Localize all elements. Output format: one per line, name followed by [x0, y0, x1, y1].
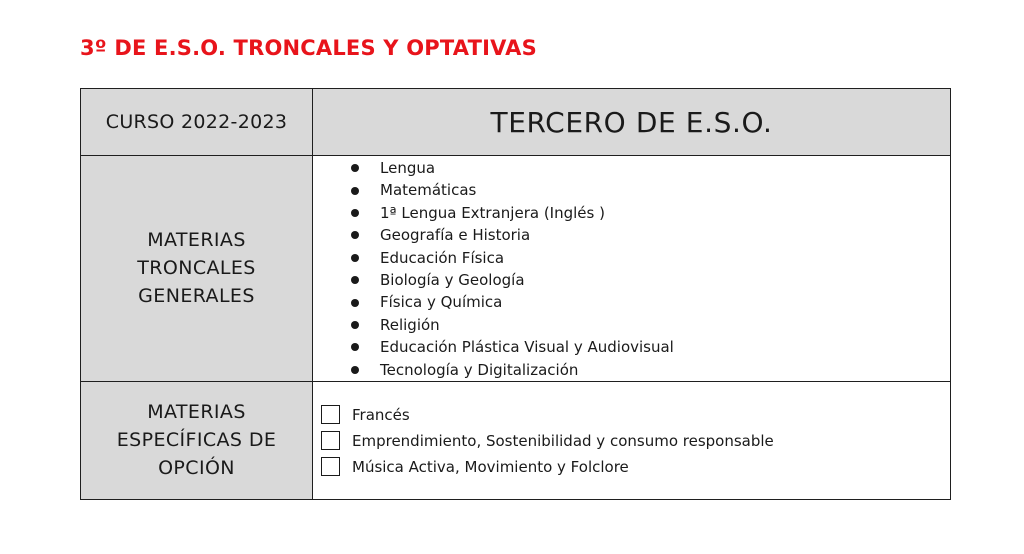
bullet-icon	[351, 164, 359, 172]
bullet-icon	[351, 231, 359, 239]
bullet-icon	[351, 366, 359, 374]
list-item	[351, 224, 950, 246]
option-label: Emprendimiento, Sostenibilidad y consumo responsable	[352, 431, 774, 450]
bullet-icon	[351, 254, 359, 262]
troncales-label-line: MATERIAS	[147, 229, 246, 252]
list-item	[351, 359, 950, 381]
list-item	[351, 291, 950, 313]
subject-label: Lengua	[380, 159, 436, 177]
list-item	[351, 202, 950, 224]
subject-label: 1ª Lengua Extranjera (Inglés )	[380, 203, 605, 222]
troncales-row	[81, 156, 951, 382]
course-title-cell	[313, 89, 951, 156]
option-item	[321, 402, 950, 428]
subject-label: Educación Plástica Visual y Audiovisual	[380, 338, 674, 357]
subject-label: Tecnología y Digitalización	[380, 360, 579, 379]
bullet-icon	[351, 209, 359, 217]
checkbox-icon[interactable]	[321, 431, 340, 450]
checkbox-icon[interactable]	[321, 457, 340, 476]
option-label: Francés	[352, 405, 410, 424]
list-item	[351, 179, 950, 201]
troncales-label-cell	[81, 156, 313, 382]
subjects-table	[80, 88, 951, 500]
checkbox-icon[interactable]	[321, 405, 340, 424]
bullet-icon	[351, 299, 359, 307]
optativas-list-cell	[313, 381, 951, 499]
course-title: TERCERO DE E.S.O.	[490, 105, 773, 139]
subject-label: Física y Química	[380, 293, 503, 312]
troncales-label	[81, 226, 312, 310]
list-item	[351, 336, 950, 358]
list-item	[351, 314, 950, 336]
course-cell	[81, 89, 313, 156]
option-item	[321, 454, 950, 480]
list-item	[351, 247, 950, 269]
optativas-label-line: OPCIÓN	[158, 457, 235, 480]
subject-label: Biología y Geología	[380, 270, 525, 289]
subject-label: Educación Física	[380, 248, 505, 267]
optativas-list	[313, 382, 950, 480]
troncales-list	[313, 156, 950, 381]
subject-label: Geografía e Historia	[380, 226, 531, 245]
bullet-icon	[351, 321, 359, 329]
list-item	[351, 269, 950, 291]
list-item	[351, 157, 950, 179]
subject-label: Matemáticas	[380, 181, 477, 200]
option-label: Música Activa, Movimiento y Folclore	[352, 457, 629, 476]
bullet-icon	[351, 187, 359, 195]
option-item	[321, 428, 950, 454]
page-title: 3º DE E.S.O. TRONCALES Y OPTATIVAS	[80, 36, 537, 60]
bullet-icon	[351, 276, 359, 284]
troncales-label-line: GENERALES	[138, 285, 255, 308]
optativas-row	[81, 381, 951, 499]
bullet-icon	[351, 343, 359, 351]
optativas-label-cell	[81, 381, 313, 499]
optativas-label	[81, 398, 312, 482]
course-label: CURSO 2022-2023	[105, 111, 288, 133]
troncales-list-cell	[313, 156, 951, 382]
troncales-label-line: TRONCALES	[137, 257, 256, 280]
table-header-row	[81, 89, 951, 156]
subject-label: Religión	[380, 315, 440, 334]
optativas-label-line: ESPECÍFICAS DE	[116, 429, 277, 452]
optativas-label-line: MATERIAS	[147, 401, 246, 424]
